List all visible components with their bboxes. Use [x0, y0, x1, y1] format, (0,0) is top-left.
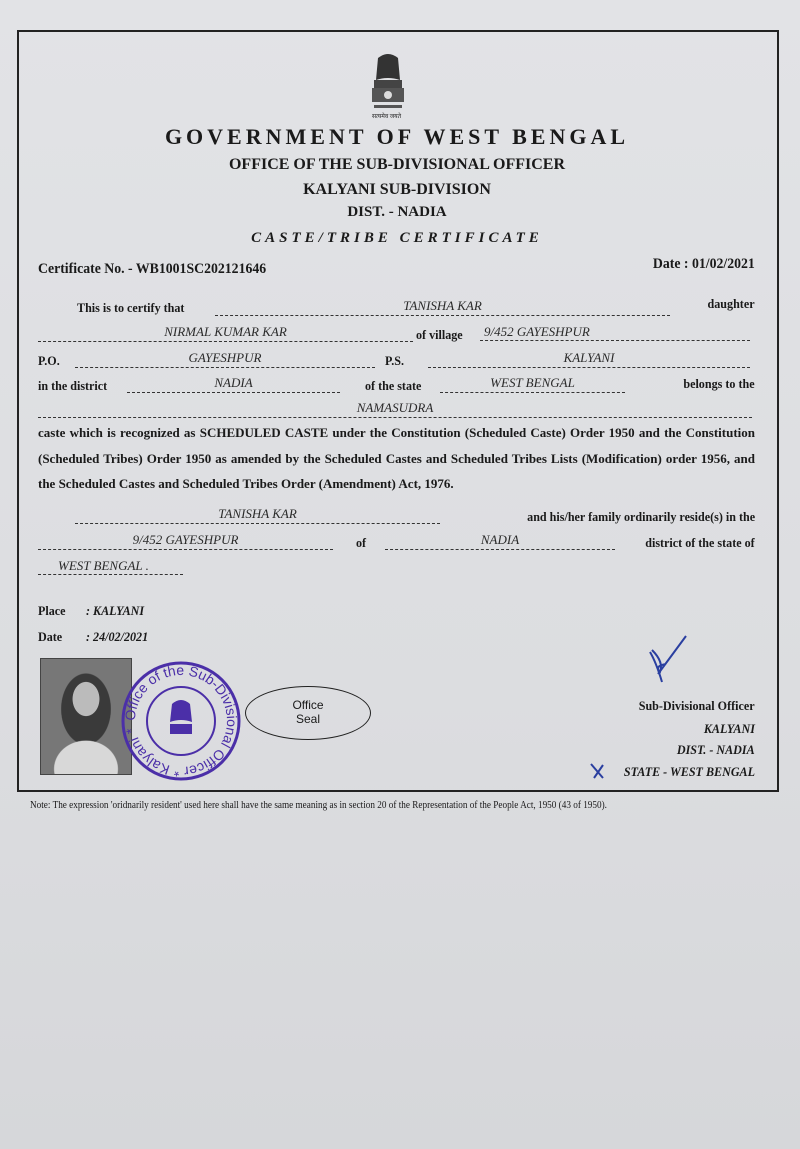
certificate-title: CASTE/TRIBE CERTIFICATE	[251, 230, 543, 246]
office-seal-line2: Seal	[295, 712, 321, 726]
state-field: WEST BENGAL	[440, 376, 625, 393]
ps-field: KALYANI	[428, 351, 750, 368]
legal-paragraph: caste which is recognized as SCHEDULED CASTE under the Constitution (Scheduled Caste) Order 1950 and the Constitution (Scheduled Tribes) Order 1950 as amended by the Scheduled Castes and Scheduled Tribes Lists (Modification) order 1956, and the Scheduled Castes and Scheduled Tribes Order (Amendment) Act, 1976.	[38, 425, 755, 491]
district-field: NADIA	[127, 376, 340, 393]
office-seal-placeholder	[245, 686, 371, 740]
applicant-photo	[40, 658, 132, 775]
signatory-district: DIST. - NADIA	[677, 742, 755, 757]
resident-name-field: TANISHA KAR	[75, 507, 440, 524]
district-state-label: district of the state of	[645, 535, 755, 550]
signatory-title: Sub-Divisional Officer	[639, 698, 755, 713]
parent-field: NIRMAL KUMAR KAR	[38, 325, 413, 342]
office-title: OFFICE OF THE SUB-DIVISIONAL OFFICER	[228, 156, 566, 173]
state-label: of the state	[365, 378, 422, 393]
pen-mark-icon	[589, 762, 607, 780]
relation-label: daughter	[707, 296, 755, 311]
name-field: TANISHA KAR	[215, 299, 670, 316]
certificate-number: Certificate No. - WB1001SC202121646	[38, 261, 267, 277]
issue-date-label: Date	[38, 629, 63, 644]
issue-date-value: : 24/02/2021	[86, 629, 149, 644]
emblem-motto: सत्यमेव जयते	[372, 114, 402, 120]
footnote: Note: The expression 'oridnarily resident' used here shall have the same meaning as in section 20 of the Representation of the People Act, 1950 (43 of 1950).	[30, 800, 607, 811]
stamp-text: Office of the Sub-Divisional Officer * Kalyani *	[121, 661, 241, 781]
of-label: of	[356, 535, 367, 550]
district-label: in the district	[38, 378, 108, 393]
reside-label: and his/her family ordinarily reside(s) in the	[527, 509, 755, 524]
subdivision-title: KALYANI SUB-DIVISION	[303, 181, 491, 198]
government-title: GOVERNMENT OF WEST BENGAL	[164, 124, 630, 149]
office-stamp	[120, 660, 242, 782]
belongs-label: belongs to the	[683, 376, 755, 391]
district-title: DIST. - NADIA	[347, 204, 447, 220]
po-field: GAYESHPUR	[75, 351, 375, 368]
signature	[640, 632, 695, 687]
village-label: of village	[416, 327, 463, 342]
signatory-state: STATE - WEST BENGAL	[623, 764, 755, 779]
office-seal-line1: Office	[292, 698, 324, 712]
resident-district-field: NADIA	[385, 533, 615, 550]
ashoka-emblem-icon	[366, 50, 410, 114]
place-value: : KALYANI	[86, 603, 145, 618]
ps-label: P.S.	[385, 353, 405, 368]
resident-village-field: 9/452 GAYESHPUR	[38, 533, 333, 550]
caste-field: NAMASUDRA	[38, 401, 752, 418]
signatory-subdivision: KALYANI	[703, 721, 755, 736]
stamp-emblem-icon	[170, 700, 192, 734]
resident-state-field: WEST BENGAL .	[38, 559, 183, 575]
place-label: Place	[38, 603, 66, 618]
certify-label: This is to certify that	[77, 300, 185, 315]
village-field: 9/452 GAYESHPUR	[480, 325, 750, 341]
certificate-date: Date : 01/02/2021	[653, 256, 755, 272]
po-label: P.O.	[38, 353, 60, 368]
